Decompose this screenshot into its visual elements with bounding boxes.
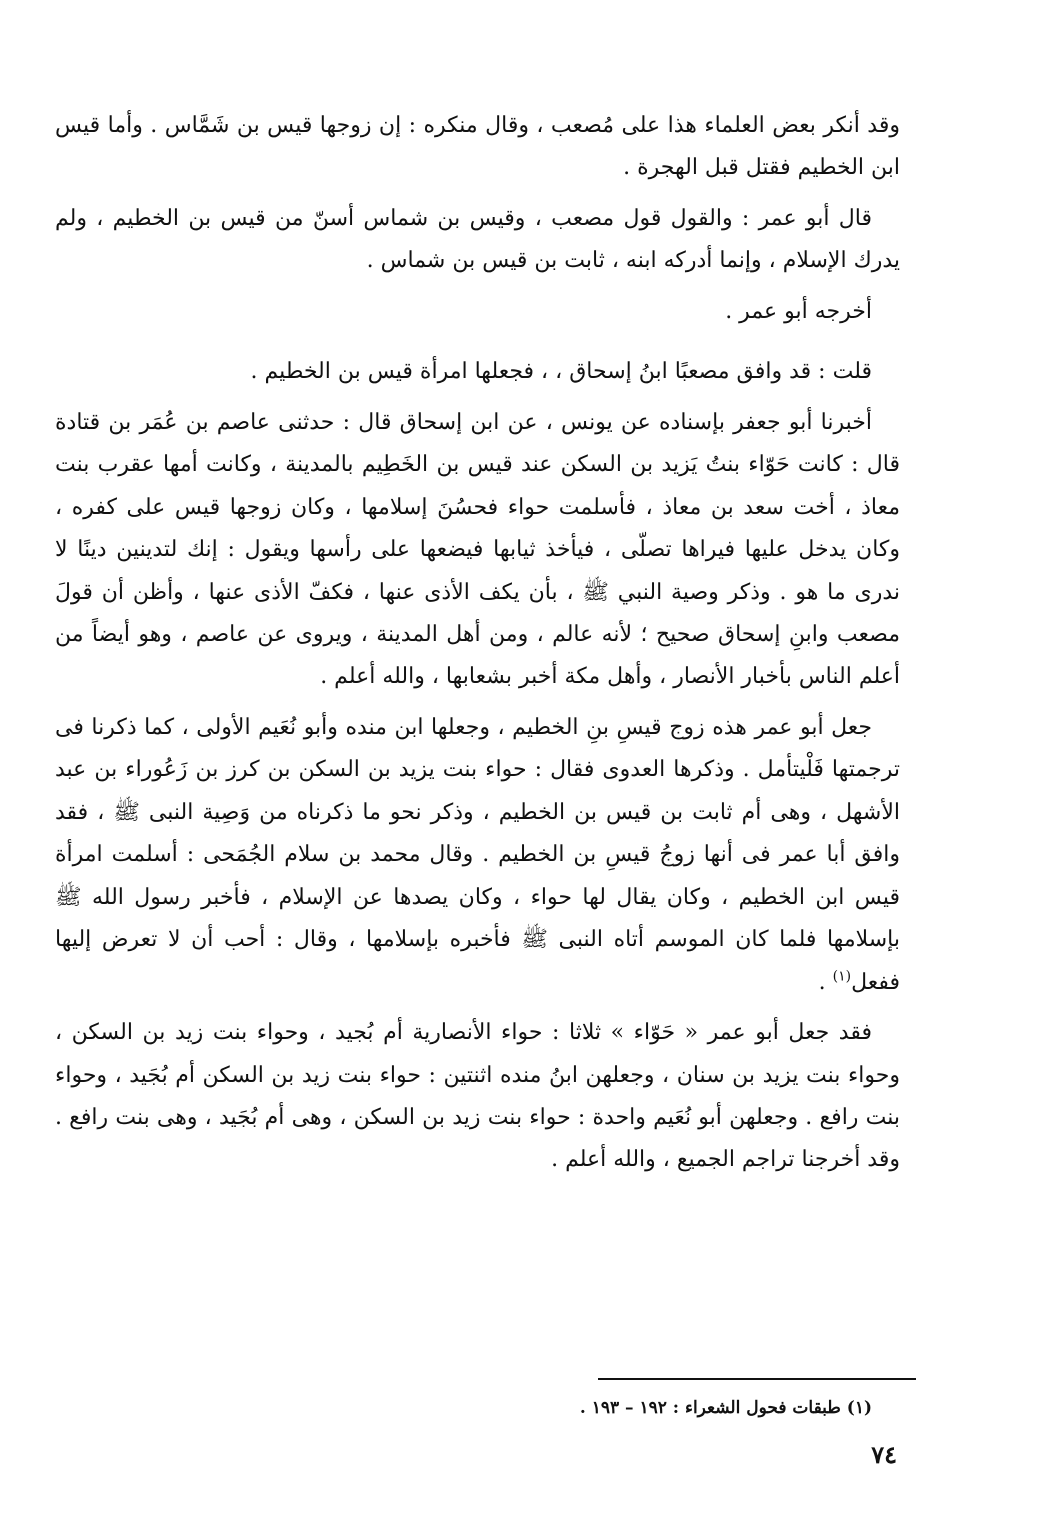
paragraph-6-text: جعل أبو عمر هذه زوج قيسِ بنِ الخطيم ، وجعلها ابن منده وأبو نُعَيم الأولى ، كما ذكرنا فى ترجمتها فَلْيتأمل . وذكرها العدوى فقال : حواء بنت يزيد بن السكن بن كرز بن زَعُوراء بن عبد الأشهل ، وهى أم ثابت بن قيس بن الخطيم ، وذكر نحو ما ذكرناه من وَصِية النبى ﷺ ، فقد وافق أبا عمر فى أنها زوجُ قيسِ بن الخطيم . وقال محمد بن سلام الجُمَحى : أسلمت امرأة قيس ابن الخطيم ، وكان يقال لها حواء ، وكان يصدها عن الإسلام ، فأخبر رسول الله ﷺ بإسلامها فلما كان الموسم أتاه النبى ﷺ فأخبره بإسلامها ، وقال : أحب أن لا تعرض إليها ففعل: [55, 714, 900, 995]
footnote-divider: [598, 1378, 916, 1380]
footnote-reference[interactable]: (١): [832, 968, 852, 985]
footnote: (١) طبقات فحول الشعراء : ١٩٢ – ١٩٣ .: [579, 1398, 872, 1418]
paragraph-3: أخرجه أبو عمر .: [725, 298, 872, 324]
paragraph-2: قال أبو عمر : والقول قول مصعب ، وقيس بن شماس أسنّ من قيس بن الخطيم ، ولم يدرك الإسلام ، وإنما أدركه ابنه ، ثابت بن قيس بن شماس .: [55, 205, 900, 274]
paragraph-6-end: .: [818, 969, 833, 995]
paragraph-5: أخبرنا أبو جعفر بإسناده عن يونس ، عن ابن إسحاق قال : حدثنى عاصم بن عُمَر بن قتادة قال : كانت حَوّاء بنتُ يَزيد بن السكن عند قيس بن الخَطِيم بالمدينة ، وكانت أمها عقرب بنت معاذ ، أخت سعد بن معاذ ، فأسلمت حواء فحسُنَ إسلامها ، وكان زوجها قيس على كفره ، وكان يدخل عليها فيراها تصلّى ، فيأخذ ثيابها فيضعها على رأسها ويقول : إنك لتدينين دينًا لا ندرى ما هو . وذكر وصية النبي ﷺ ، بأن يكف الأذى عنها ، فكفّ الأذى عنها ، وأظن أن قولَ مصعب وابنِ إسحاق صحيح ؛ لأنه عالم ، ومن أهل المدينة ، ويروى عن عاصم ، وهو أيضاً من أعلم الناس بأخبار الأنصار ، وأهل مكة أخبر بشعابها ، والله أعلم .: [55, 409, 900, 690]
paragraph-1: وقد أنكر بعض العلماء هذا على مُصعب ، وقال منكره : إن زوجها قيس بن شَمَّاس . وأما قيس ابن الخطيم فقتل قبل الهجرة .: [55, 113, 900, 181]
page-body: [55, 105, 900, 1190]
page-number: ٧٤: [871, 1440, 897, 1469]
paragraph-6: [55, 707, 900, 1004]
paragraph-4: قلت : قد وافق مصعبًا ابنُ إسحاق ، ، فجعلها امرأة قيس بن الخطيم .: [250, 359, 872, 385]
paragraph-7: فقد جعل أبو عمر « حَوّاء » ثلاثا : حواء الأنصارية أم بُجيد ، وحواء بنت زيد بن السكن ، وحواء بنت يزيد بن سنان ، وجعلهن ابنُ منده اثنتين : حواء بنت زيد بن السكن أم بُجَيد ، وحواء بنت رافع . وجعلهن أبو نُعَيم واحدة : حواء بنت زيد بن السكن ، وهى أم بُجَيد ، وهى بنت رافع . وقد أخرجنا تراجم الجميع ، والله أعلم .: [55, 1020, 900, 1173]
